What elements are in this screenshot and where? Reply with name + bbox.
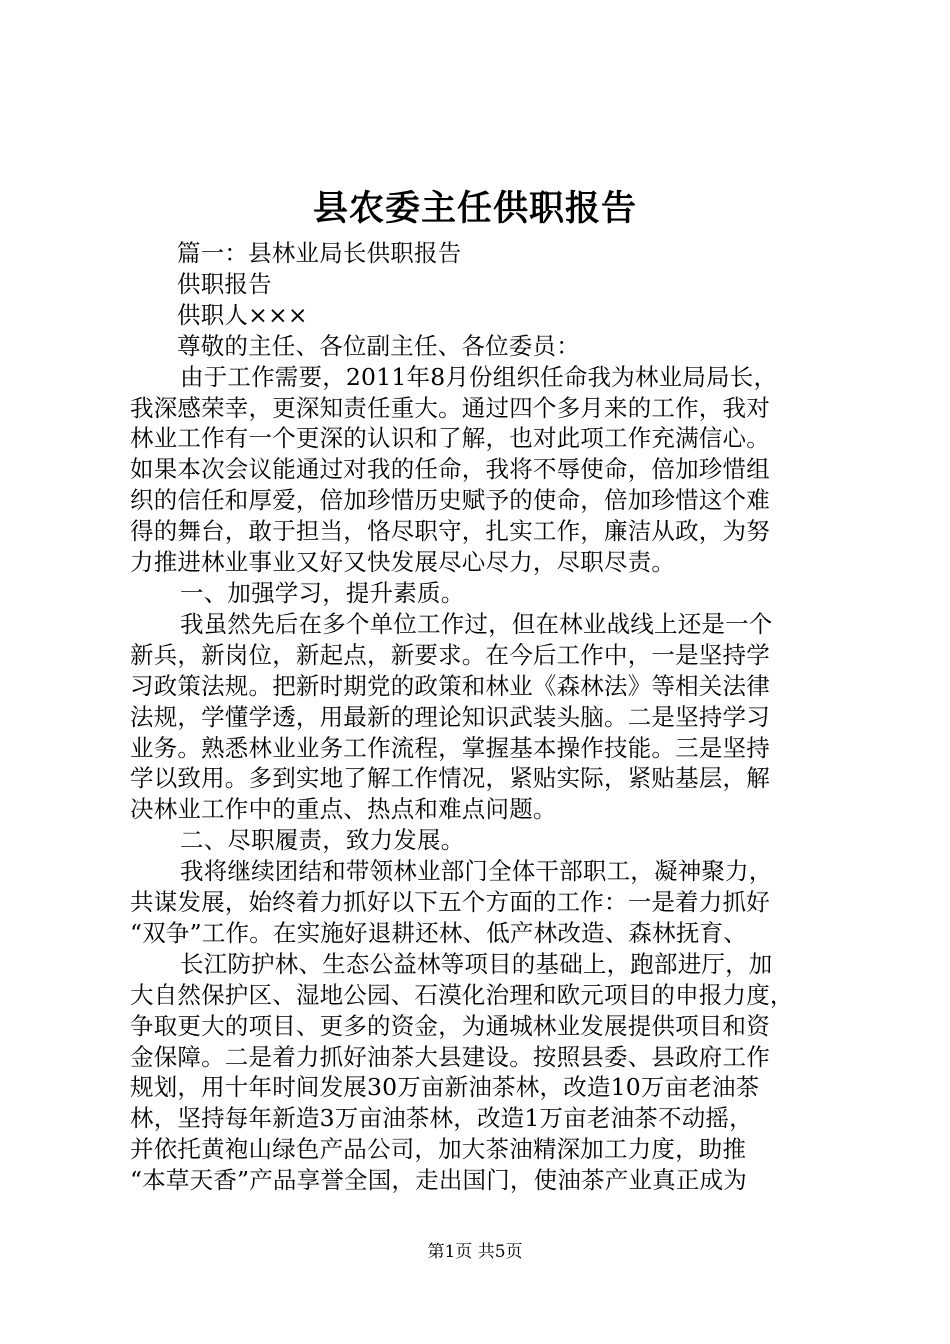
text-line: 由于工作需要，2011年8月份组织任命我为林业局局长， [180, 362, 778, 391]
document-body [130, 238, 830, 1196]
text-line: 金保障。二是着力抓好油茶大县建设。按照县委、县政府工作 [130, 1042, 770, 1071]
text-line: 力推进林业事业又好又快发展尽心尽力，尽职尽责。 [130, 548, 676, 577]
text-line: 织的信任和厚爱，倍加珍惜历史赋予的使命，倍加珍惜这个难 [130, 486, 770, 515]
section-heading: 一、加强学习，提升素质。 [180, 578, 465, 607]
text-line: 长江防护林、生态公益林等项目的基础上，跑部进厅，加 [180, 949, 773, 978]
page-footer: 第1页 共5页 [427, 1242, 523, 1262]
section-heading: 二、尽职履责，致力发展。 [180, 826, 465, 855]
text-line: 学以致用。多到实地了解工作情况，紧贴实际，紧贴基层，解 [130, 764, 770, 793]
text-line: 我深感荣幸，更深知责任重大。通过四个多月来的工作，我对 [130, 393, 770, 422]
text-line: 尊敬的主任、各位副主任、各位委员： [177, 331, 580, 360]
text-line: 大自然保护区、湿地公园、石漠化治理和欧元项目的申报力度， [130, 980, 794, 1009]
text-line: 供职人××× [177, 300, 308, 329]
text-line: “本草天香”产品享誉全国，走出国门，使油茶产业真正成为 [130, 1166, 747, 1195]
text-line: 如果本次会议能通过对我的任命，我将不辱使命，倍加珍惜组 [130, 455, 770, 484]
text-line: 林业工作有一个更深的认识和了解，也对此项工作充满信心。 [130, 424, 770, 453]
text-line: 共谋发展，始终着力抓好以下五个方面的工作：一是着力抓好 [130, 888, 770, 917]
text-line: 得的舞台，敢于担当，恪尽职守，扎实工作，廉洁从政，为努 [130, 517, 770, 546]
text-line: 规划，用十年时间发展30万亩新油茶林，改造10万亩老油茶 [130, 1073, 760, 1102]
text-line: 篇一：县林业局长供职报告 [177, 239, 462, 267]
text-line: 决林业工作中的重点、热点和难点问题。 [130, 795, 557, 824]
text-line: 新兵，新岗位，新起点，新要求。在今后工作中，一是坚持学 [130, 640, 770, 669]
text-line: 法规，学懂学透，用最新的理论知识武装头脑。二是坚持学习 [130, 702, 770, 731]
document-title: 县农委主任供职报告 [312, 188, 637, 229]
text-line: “双争”工作。在实施好退耕还林、低产林改造、森林抚育、 [130, 918, 747, 947]
text-line: 并依托黄袍山绿色产品公司，加大茶油精深加工力度，助推 [130, 1135, 747, 1164]
text-line: 业务。熟悉林业业务工作流程，掌握基本操作技能。三是坚持 [130, 733, 770, 762]
text-line: 供职报告 [177, 269, 272, 298]
text-line: 我将继续团结和带领林业部门全体干部职工，凝神聚力， [180, 857, 773, 886]
text-line: 习政策法规。把新时期党的政策和林业《森林法》等相关法律 [130, 671, 770, 700]
text-line: 我虽然先后在多个单位工作过，但在林业战线上还是一个 [180, 609, 773, 638]
text-line: 林，坚持每年新造3万亩油茶林，改造1万亩老油茶不动摇， [130, 1104, 753, 1133]
text-line: 争取更大的项目、更多的资金，为通城林业发展提供项目和资 [130, 1011, 770, 1040]
